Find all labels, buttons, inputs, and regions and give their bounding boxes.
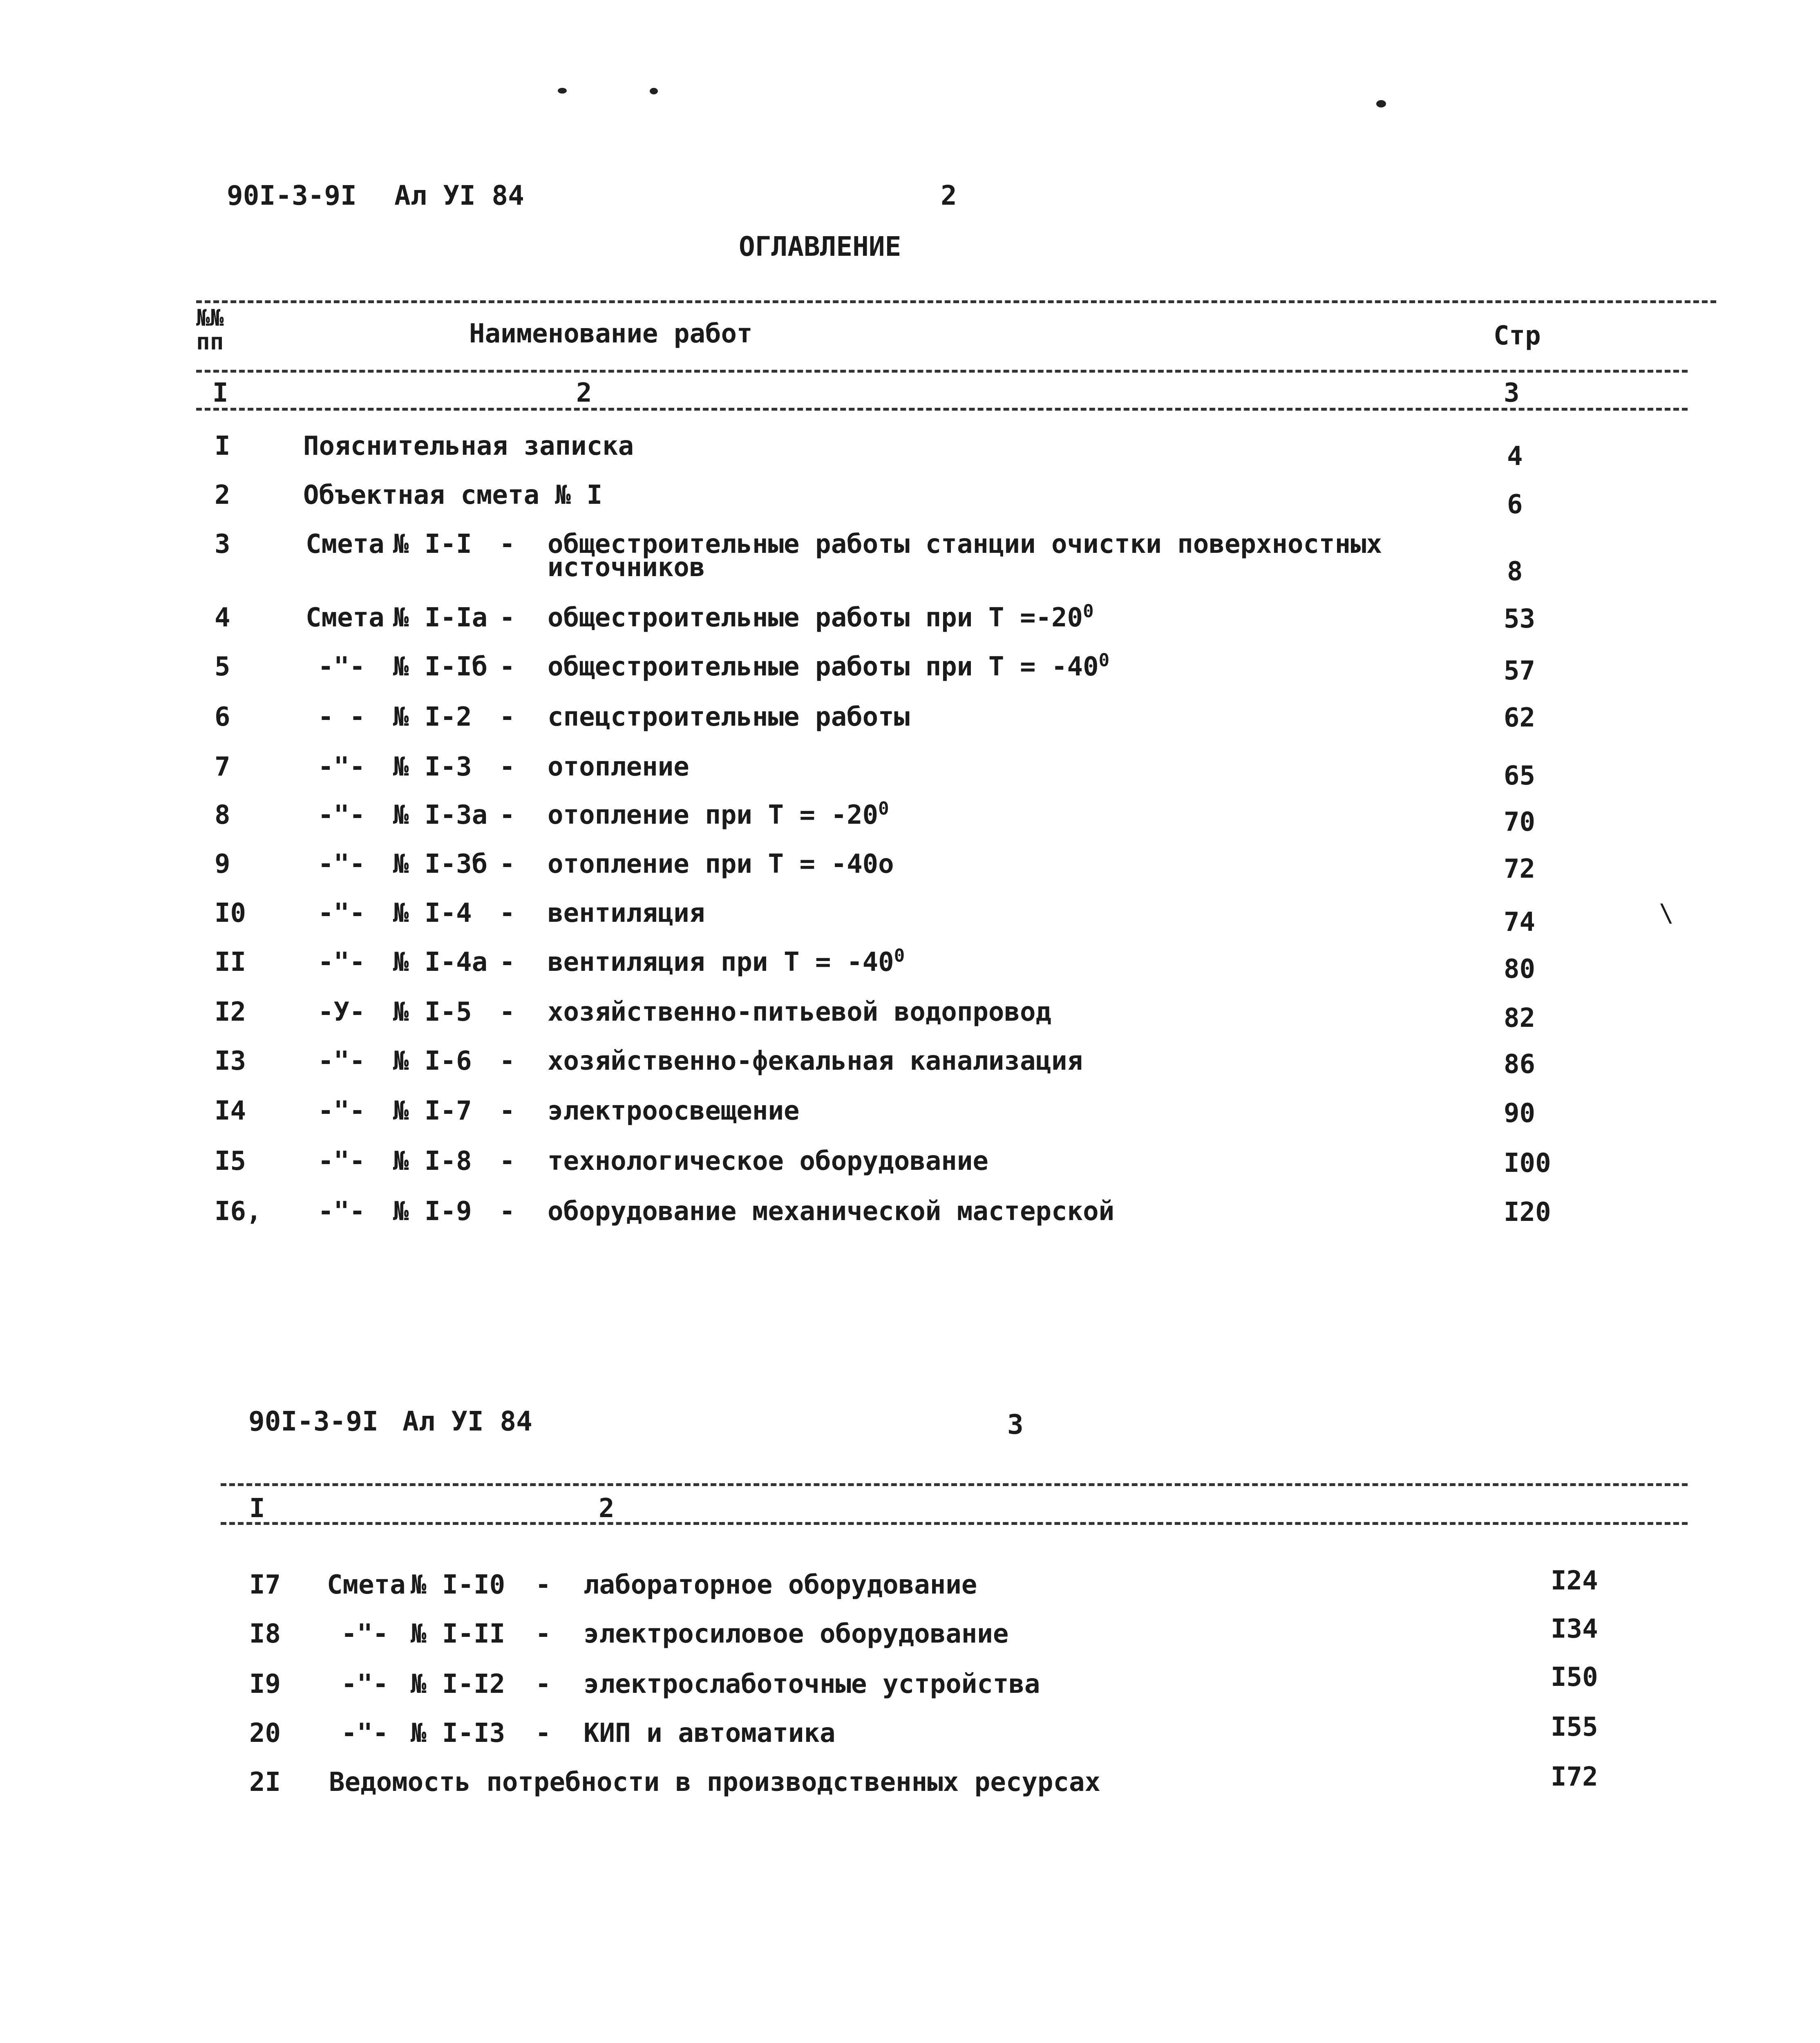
row-page: 80 [1504, 954, 1536, 984]
row-title: оборудование механической мастерской [548, 1196, 1115, 1227]
divider [196, 370, 1688, 373]
row-dash: - [499, 752, 515, 782]
row-estimate-ref: № I-I [393, 529, 472, 559]
row-title: Объектная смета № I [303, 480, 603, 510]
row-title: вентиляция [548, 898, 705, 928]
divider [221, 1483, 1688, 1486]
row-prefix: Смета [306, 529, 385, 559]
scan-mark: \ [1659, 899, 1674, 928]
row-estimate-ref: № I-6 [393, 1046, 472, 1076]
row-page: I24 [1551, 1566, 1598, 1596]
row-prefix: -"- [318, 898, 365, 928]
row-estimate-ref: № I-Iа [393, 603, 488, 633]
row-number: 5 [215, 652, 230, 682]
row-dash: - [499, 1146, 515, 1176]
degree-superscript: 0 [894, 945, 905, 966]
row-title: Пояснительная записка [303, 431, 634, 461]
row-page: 65 [1504, 761, 1536, 791]
row-prefix: -"- [318, 1196, 365, 1227]
page-number: 2 [941, 180, 957, 211]
row-estimate-ref: № I-I2 [411, 1669, 505, 1699]
row-page: 4 [1507, 441, 1523, 472]
row-dash: - [535, 1669, 551, 1699]
row-prefix: Смета [327, 1570, 406, 1600]
row-dash: - [499, 1096, 515, 1126]
column-number-2: 2 [599, 1493, 615, 1524]
scan-speck [1376, 100, 1386, 107]
row-number: I2 [215, 997, 246, 1027]
row-page: 53 [1504, 604, 1536, 634]
row-estimate-ref: № I-I3 [411, 1718, 505, 1748]
toc-title: ОГЛАВЛЕНИЕ [739, 231, 901, 262]
row-title [548, 603, 1094, 633]
row-title [548, 652, 1109, 682]
row-prefix: -"- [318, 752, 365, 782]
row-estimate-ref: № I-3 [393, 752, 472, 782]
column-number-3: 3 [1504, 378, 1520, 408]
row-title: КИП и автоматика [584, 1718, 836, 1748]
row-prefix: -"- [318, 652, 365, 682]
scan-speck [558, 88, 567, 94]
row-prefix: -"- [341, 1619, 389, 1649]
row-dash: - [535, 1570, 551, 1600]
row-dash: - [499, 702, 515, 732]
row-estimate-ref: № I-9 [393, 1196, 472, 1227]
row-page: I20 [1504, 1197, 1551, 1227]
row-number: 2 [215, 480, 230, 510]
doc-code: 90I-3-9I [248, 1406, 378, 1437]
row-number: 8 [215, 800, 230, 830]
row-page: 6 [1507, 490, 1523, 520]
scan-speck [650, 88, 658, 94]
row-prefix: -"- [341, 1718, 389, 1748]
row-estimate-ref: № I-II [411, 1619, 505, 1649]
column-header-name: Наименование работ [469, 319, 753, 349]
row-prefix: - - [318, 702, 365, 732]
row-title: электрослаботочные устройства [584, 1669, 1040, 1699]
row-estimate-ref: № I-8 [393, 1146, 472, 1176]
degree-superscript: 0 [1098, 650, 1110, 671]
row-dash: - [499, 652, 515, 682]
row-title: электросиловое оборудование [584, 1619, 1009, 1649]
row-title: Ведомость потребности в производственных ресурсах [329, 1767, 1101, 1797]
column-number-2: 2 [576, 378, 592, 408]
row-number: I5 [215, 1146, 246, 1176]
row-dash: - [499, 898, 515, 928]
row-number: I6, [215, 1196, 262, 1227]
row-prefix: -"- [318, 1096, 365, 1126]
row-title [548, 947, 905, 977]
row-dash: - [499, 849, 515, 879]
row-number: I [215, 431, 230, 461]
row-estimate-ref: № I-7 [393, 1096, 472, 1126]
row-title: отопление [548, 752, 689, 782]
row-number: II [215, 947, 246, 977]
row-page: I34 [1551, 1614, 1598, 1644]
row-dash: - [499, 1196, 515, 1227]
column-header-page: Стр [1494, 321, 1541, 351]
row-number: 3 [215, 529, 230, 559]
divider [196, 408, 1688, 411]
divider [221, 1522, 1688, 1525]
row-estimate-ref: № I-4 [393, 898, 472, 928]
row-number: I3 [215, 1046, 246, 1076]
page-number: 3 [1007, 1409, 1024, 1440]
row-dash: - [499, 800, 515, 830]
row-page: 72 [1504, 854, 1536, 884]
row-number: I0 [215, 898, 246, 928]
row-page: 57 [1504, 656, 1536, 686]
row-title-text: вентиляция при Т = -40 [548, 947, 894, 977]
row-title: технологическое оборудование [548, 1146, 988, 1176]
row-number: I8 [249, 1619, 281, 1649]
album-code: Ал УI 84 [394, 180, 524, 211]
row-dash: - [499, 1046, 515, 1076]
row-prefix: -"- [318, 1046, 365, 1076]
row-prefix: -"- [318, 800, 365, 830]
row-prefix: Смета [306, 603, 385, 633]
row-title: лабораторное оборудование [584, 1570, 977, 1600]
row-page: 62 [1504, 703, 1536, 733]
row-number: 9 [215, 849, 230, 879]
row-title: электроосвещение [548, 1096, 800, 1126]
row-title-text: общестроительные работы при Т = -40 [548, 652, 1099, 682]
row-prefix: -"- [318, 1146, 365, 1176]
row-title-text: отопление при Т = -20 [548, 800, 879, 830]
degree-superscript: 0 [1083, 601, 1094, 622]
row-estimate-ref: № I-3б [393, 849, 488, 879]
row-estimate-ref: № I-4а [393, 947, 488, 977]
row-title: хозяйственно-фекальная канализация [548, 1046, 1083, 1076]
row-dash: - [499, 947, 515, 977]
row-page: 8 [1507, 557, 1523, 587]
row-estimate-ref: № I-5 [393, 997, 472, 1027]
row-page: I00 [1504, 1148, 1551, 1178]
column-number-1: I [249, 1493, 265, 1524]
row-estimate-ref: № I-Iб [393, 652, 488, 682]
row-title-text: общестроительные работы при Т =-20 [548, 603, 1083, 633]
row-prefix: -У- [318, 997, 365, 1027]
row-number: I9 [249, 1669, 281, 1699]
row-page: I72 [1551, 1762, 1598, 1792]
album-code: Ал УI 84 [402, 1406, 532, 1437]
row-prefix: -"- [318, 849, 365, 879]
row-number: 4 [215, 603, 230, 633]
row-title: общестроительные работы станции очистки поверхностных [548, 529, 1382, 559]
row-page: 90 [1504, 1098, 1536, 1129]
row-dash: - [499, 529, 515, 559]
row-title-continued: источников [548, 552, 705, 583]
row-dash: - [535, 1718, 551, 1748]
row-page: 86 [1504, 1049, 1536, 1080]
row-estimate-ref: № I-I0 [411, 1570, 505, 1600]
row-dash: - [499, 997, 515, 1027]
column-number-1: I [212, 378, 228, 408]
row-page: 82 [1504, 1003, 1536, 1033]
row-page: I50 [1551, 1662, 1598, 1692]
doc-code: 90I-3-9I [227, 180, 357, 211]
row-page: 70 [1504, 807, 1536, 837]
row-estimate-ref: № I-2 [393, 702, 472, 732]
row-title: спецстроительные работы [548, 702, 910, 732]
row-number: 20 [249, 1718, 281, 1748]
row-number: 7 [215, 752, 230, 782]
degree-superscript: 0 [878, 798, 889, 819]
column-header-num: №№ пп [196, 305, 224, 355]
row-title [548, 800, 889, 830]
row-dash: - [535, 1619, 551, 1649]
row-number: 6 [215, 702, 230, 732]
row-page: 74 [1504, 907, 1536, 937]
row-number: 2I [249, 1767, 281, 1797]
row-prefix: -"- [318, 947, 365, 977]
row-number: I7 [249, 1570, 281, 1600]
row-page: I55 [1551, 1712, 1598, 1742]
divider [196, 300, 1716, 303]
row-prefix: -"- [341, 1669, 389, 1699]
row-number: I4 [215, 1096, 246, 1126]
row-title: хозяйственно-питьевой водопровод [548, 997, 1051, 1027]
row-title: отопление при Т = -40о [548, 849, 894, 879]
row-estimate-ref: № I-3а [393, 800, 488, 830]
row-dash: - [499, 603, 515, 633]
